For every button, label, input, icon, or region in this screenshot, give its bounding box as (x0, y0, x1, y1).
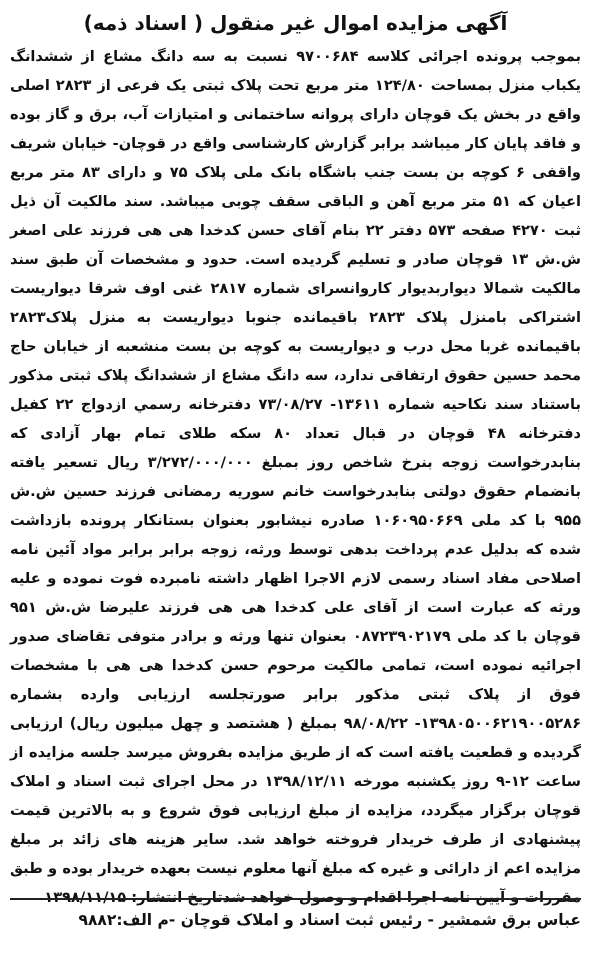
notice-body: بموجب پرونده اجرائی کلاسه ۹۷۰۰۶۸۴ نسبت به سه دانگ مشاع از ششدانگ یکباب منزل بمساحت ۱۲۴/۸۰ متر مربع تحت پلاک ثبتی یک فرعی از ۲۸۲۳ اصلی واقع در بخش یک قوچان دارای پروانه ساختمانی و امتیازات آب، برق و گاز بوده و فاقد پایان کار میباشد برابر گزارش کارشناسی واقع در قوچان- خیابان شریف واقفی ۶ کوچه بن بست جنب باشگاه بانک ملی پلاک ۷۵ و دارای ۸۳ متر مربع اعیان که ۵۱ متر مربع آهن و الباقی سقف چوبی میباشد. سند مالکیت آن ذیل ثبت ۴۲۷۰ صفحه ۵۷۳ دفتر ۲۲ بنام آقای حسن کدخدا هی هی فرزند علی اصغر ش.ش ۱۳ قوچان صادر و تسلیم گردیده است. حدود و مشخصات آن طبق سند مالکیت شمالا دیواربدیوار کاروانسرای شماره ۲۸۱۷ غنی اوف شرقا دیواریست اشتراکی بامنزل پلاک ۲۸۲۳ باقیمانده جنوبا دیواریست به منزل پلاک۲۸۲۳ باقیمانده غربا محل درب و دیواریست به کوچه بن بست منشعبه از خیابان حاج محمد حسین حقوق ارتفاقی ندارد، سه دانگ مشاع از ششدانگ پلاک ثبتی مذکور باستناد سند نکاحیه شماره ۱۳۶۱۱- ۷۳/۰۸/۲۷ دفترخانه رسمي ازدواج ۲۲ کفیل دفترخانه ۴۸ قوچان در قبال تعداد ۸۰ سکه طلای تمام بهار آزادی که بنابدرخواست زوجه بنرخ شاخص روز بمبلغ ۳/۲۷۲/۰۰۰/۰۰۰ ریال تسعیر یافته بانضمام حقوق دولتی بنابدرخواست خانم سوریه رمضانی فرزند حسین ش.ش ۹۵۵ با کد ملی ۱۰۶۰۹۵۰۶۶۹ صادره نیشابور بعنوان بستانکار پرونده بازداشت شده که بدلیل عدم پرداخت بدهی توسط ورثه، زوجه برابر برابر مواد آئین نامه اصلاحی مفاد اسناد رسمی لازم الاجرا اظهار داشته نامبرده فوت نموده و علیه ورثه که عبارت است از آقای علی کدخدا هی هی فرزند علیرضا ش.ش ۹۵۱ قوچان با کد ملی ۰۸۷۲۳۹۰۲۱۷۹ بعنوان تنها ورثه و برادر متوفی تقاضای صدور اجرائیه نموده است، تمامی مالکیت مرحوم حسن کدخدا هی هی با مشخصات فوق از پلاک ثبتی مذکور برابر صورتجلسه ارزیابی وارده بشماره ۱۳۹۸۰۵۰۰۶۲۱۹۰۰۵۲۸۶- ۹۸/۰۸/۲۲ بمبلغ ( هشتصد و چهل میلیون ریال) ارزیابی گردیده و قطعیت یافته است که از طریق مزایده بفروش میرسد جلسه مزایده از ساعت ۱۲-۹ روز یکشنبه مورخه ۱۳۹۸/۱۲/۱۱ در محل اجرای ثبت اسناد و املاک قوچان برگزار میگردد، مزایده از مبلغ ارزیابی فوق شروع و به بالاترین قیمت پیشنهادی از طرف خریدار فروخته خواهد شد. سایر هزینه های زائد بر مبلغ مزایده اعم از دارائی و غیره که مبلغ آنها معلوم نیست بعهده خریدار بوده و طبق مقررات و آیین نامه اجرا اقدام و وصول خواهد شدتاریخ انتشار: ۱۳۹۸/۱۱/۱۵ (10, 48, 581, 906)
divider (10, 898, 581, 900)
notice-signature: عباس برق شمشیر - رئیس ثبت اسناد و املاک قوچان -م الف:۹۸۸۲ (78, 911, 581, 929)
notice-title: آگهی مزایده اموال غیر منقول ( اسناد ذمه) (83, 11, 508, 35)
